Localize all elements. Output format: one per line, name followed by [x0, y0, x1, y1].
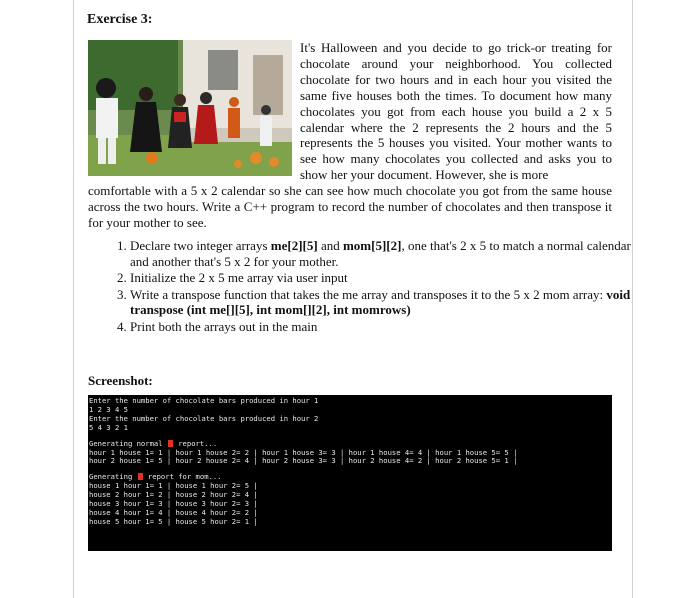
- console-line: hour 2 house 1= 5 | hour 2 house 2= 4 | hour 2 house 3= 3 | hour 2 house 4= 2 | hour 2 house 5= 1 |: [89, 456, 518, 466]
- console-line: house 2 hour 1= 2 | house 2 hour 2= 4 |: [89, 490, 258, 500]
- intro-paragraph-continued: comfortable with a 5 x 2 calendar so she can see how much chocolate you got from the same house across the two hours. Write a C++ program to record the number of chocolates and then transpose it for your mother to see.: [88, 183, 612, 230]
- exercise-title: Exercise 3:: [87, 12, 153, 27]
- screenshot-label: Screenshot:: [88, 373, 153, 388]
- step-4: 4. Print both the arrays out in the main: [130, 319, 634, 335]
- halloween-photo-illustration: [88, 40, 292, 176]
- console-line: Enter the number of chocolate bars produced in hour 1: [89, 396, 319, 405]
- console-line: hour 1 house 1= 1 | hour 1 house 2= 2 | hour 1 house 3= 3 | hour 1 house 4= 4 | hour 1 house 5= 5 |: [89, 447, 518, 457]
- console-line: house 5 hour 1= 5 | house 5 hour 2= 1 |: [89, 516, 258, 526]
- console-line: house 4 hour 1= 4 | house 4 hour 2= 2 |: [89, 507, 258, 517]
- console-line: 5 4 3 2 1: [89, 422, 128, 432]
- console-line: Generating report for mom...: [89, 472, 222, 482]
- console-line: Enter the number of chocolate bars produced in hour 2: [89, 413, 319, 423]
- instruction-list: [108, 238, 634, 336]
- console-output: [88, 395, 612, 551]
- step-1: 1. Declare two integer arrays me[2][5] and mom[5][2], one that's 2 x 5 to match a normal calendar and another that's 5 x 2 for your mother.: [130, 238, 634, 269]
- intro-paragraph: It's Halloween and you decide to go trick-or treating for chocolate around your neighborhood. You collected chocolate for two hours and in each hour you visited the same five houses both the times. To document how many chocolates you got from each house you build a 2 x 5 calendar where the 2 represents the 2 hours and the 5 represents the 5 houses you visited. Your mother wants to see how many chocolates you collected and asks you to show her your document. However, she is more: [300, 40, 612, 183]
- highlight-marker-icon: [138, 473, 143, 480]
- step-2: 2. Initialize the 2 x 5 me array via user input: [130, 270, 634, 286]
- highlight-marker-icon: [168, 440, 173, 447]
- console-line: Generating normal report...: [89, 438, 218, 448]
- halloween-photo: [88, 40, 292, 176]
- step-3: 3. Write a transpose function that takes the me array and transposes it to the 5 x 2 mom array: void transpose (int me[][5], int mom[][2], int momrows): [130, 287, 634, 318]
- console-line: 1 2 3 4 5: [89, 404, 128, 414]
- console-line: house 3 hour 1= 3 | house 3 hour 2= 3 |: [89, 499, 258, 509]
- console-line: house 1 hour 1= 1 | house 1 hour 2= 5 |: [89, 481, 258, 491]
